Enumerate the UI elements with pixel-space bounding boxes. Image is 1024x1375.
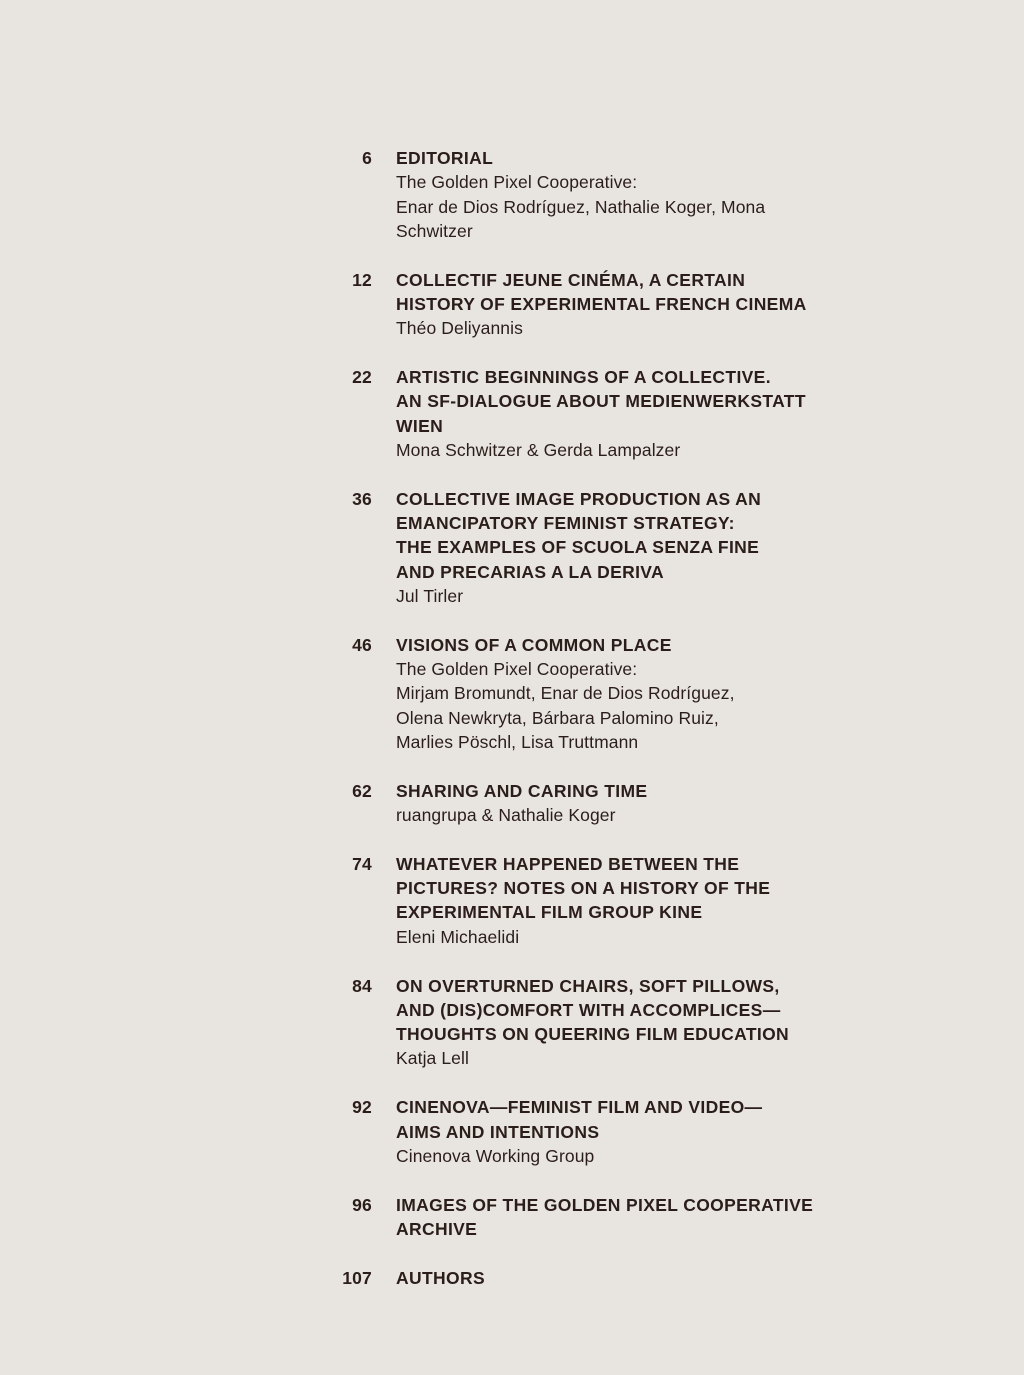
toc-entry[interactable] xyxy=(330,1193,830,1242)
toc-title-line: COLLECTIF JEUNE CINÉMA, A CERTAIN xyxy=(396,269,746,290)
toc-title-line: WHATEVER HAPPENED BETWEEN THE xyxy=(396,853,740,874)
toc-title-line: HISTORY OF EXPERIMENTAL FRENCH CINEMA xyxy=(396,293,807,314)
toc-entry[interactable] xyxy=(330,633,830,754)
toc-author-line: Olena Newkryta, Bárbara Palomino Ruiz, xyxy=(396,707,719,728)
toc-title-line: ARTISTIC BEGINNINGS OF A COLLECTIVE. xyxy=(396,367,771,388)
toc-page-number: 6 xyxy=(362,148,372,168)
toc-entry[interactable] xyxy=(330,974,830,1071)
toc-entry-content xyxy=(396,1095,816,1168)
toc-entry-content xyxy=(396,1266,816,1290)
toc-title-line: ON OVERTURNED CHAIRS, SOFT PILLOWS, xyxy=(396,975,780,996)
toc-page-number: 62 xyxy=(352,780,372,801)
toc-title-line: ARCHIVE xyxy=(396,1218,478,1239)
toc-entry[interactable] xyxy=(330,487,830,608)
toc-author-line: Théo Deliyannis xyxy=(396,318,523,339)
toc-title-line: COLLECTIVE IMAGE PRODUCTION AS AN xyxy=(396,488,762,509)
toc-author-line: Mona Schwitzer & Gerda Lampalzer xyxy=(396,439,681,460)
toc-author-line: Jul Tirler xyxy=(396,585,464,606)
toc-title-line: WIEN xyxy=(396,415,444,436)
toc-entry-content xyxy=(396,633,816,754)
toc-entry-content xyxy=(396,365,816,462)
toc-title-line: IMAGES OF THE GOLDEN PIXEL COOPERATIVE xyxy=(396,1194,814,1215)
toc-entry-content xyxy=(396,146,816,243)
toc-title-line: THE EXAMPLES OF SCUOLA SENZA FINE xyxy=(396,537,760,558)
toc-entry[interactable] xyxy=(330,268,830,341)
toc-title-line: EXPERIMENTAL FILM GROUP KINE xyxy=(396,902,703,923)
toc-title-line: AUTHORS xyxy=(396,1267,485,1288)
toc-title-line: THOUGHTS ON QUEERING FILM EDUCATION xyxy=(396,1024,790,1045)
toc-author-line: Mirjam Bromundt, Enar de Dios Rodríguez, xyxy=(396,683,735,704)
toc-author-line: Schwitzer xyxy=(396,220,473,241)
toc-author-line: The Golden Pixel Cooperative: xyxy=(396,172,638,193)
toc-title-line: AN SF-DIALOGUE ABOUT MEDIENWERKSTATT xyxy=(396,391,806,412)
toc-page-number: 96 xyxy=(352,1194,372,1215)
toc-page-number: 107 xyxy=(342,1267,372,1288)
toc-author-line: Enar de Dios Rodríguez, Nathalie Koger, Mona xyxy=(396,196,766,217)
toc-entry-content xyxy=(396,1193,816,1242)
toc-title-line: EDITORIAL xyxy=(396,148,494,168)
toc-author-line: ruangrupa & Nathalie Koger xyxy=(396,805,616,826)
toc-author-line: The Golden Pixel Cooperative: xyxy=(396,659,638,680)
toc-author-line: Marlies Pöschl, Lisa Truttmann xyxy=(396,731,639,752)
toc-entry[interactable] xyxy=(330,146,830,243)
toc-entry-content xyxy=(396,487,816,608)
toc-title-line: AND PRECARIAS A LA DERIVA xyxy=(396,561,665,582)
table-of-contents xyxy=(330,146,830,1314)
toc-entry[interactable] xyxy=(330,779,830,828)
toc-entry-content xyxy=(396,779,816,828)
toc-page-number: 84 xyxy=(352,975,372,996)
toc-entry[interactable] xyxy=(330,365,830,462)
toc-entry[interactable] xyxy=(330,852,830,949)
toc-title-line: AIMS AND INTENTIONS xyxy=(396,1121,600,1142)
toc-author-line: Cinenova Working Group xyxy=(396,1145,595,1166)
toc-title-line: PICTURES? NOTES ON A HISTORY OF THE xyxy=(396,878,771,899)
toc-title-line: SHARING AND CARING TIME xyxy=(396,780,648,801)
toc-page-number: 12 xyxy=(352,269,372,290)
toc-page-number: 92 xyxy=(352,1097,372,1118)
toc-entry-content xyxy=(396,974,816,1071)
toc-entry[interactable] xyxy=(330,1095,830,1168)
toc-title-line: CINENOVA—FEMINIST FILM AND VIDEO— xyxy=(396,1097,763,1118)
toc-title-line: AND (DIS)COMFORT WITH ACCOMPLICES— xyxy=(396,999,781,1020)
toc-entry-content xyxy=(396,268,816,341)
toc-entry[interactable] xyxy=(330,1266,830,1290)
toc-title-line: EMANCIPATORY FEMINIST STRATEGY: xyxy=(396,513,735,534)
toc-page-number: 36 xyxy=(352,488,372,509)
toc-page-number: 74 xyxy=(352,853,372,874)
toc-author-line: Katja Lell xyxy=(396,1048,469,1069)
toc-entry-content xyxy=(396,852,816,949)
toc-author-line: Eleni Michaelidi xyxy=(396,926,520,947)
toc-title-line: VISIONS OF A COMMON PLACE xyxy=(396,634,672,655)
toc-page-number: 22 xyxy=(352,367,372,388)
toc-page-number: 46 xyxy=(352,634,372,655)
